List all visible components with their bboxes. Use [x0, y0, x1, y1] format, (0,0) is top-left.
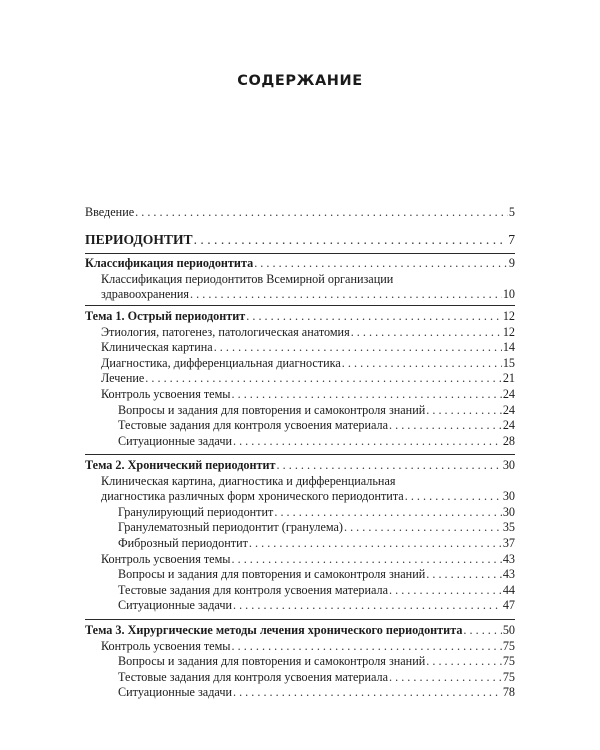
entry-title: Тема 3. Хирургические методы лечения хронического периодонтита: [85, 623, 463, 637]
entry-title: Гранулирующий периодонтит: [118, 504, 274, 519]
toc-entry[interactable]: [85, 520, 515, 536]
toc-classification: [85, 256, 515, 303]
entry-page: 10: [502, 287, 515, 302]
dot-leader: [274, 505, 501, 521]
toc-entry[interactable]: [85, 639, 515, 655]
toc-topic-3: [85, 623, 515, 701]
toc-entry[interactable]: [85, 287, 515, 303]
dot-leader: [233, 434, 502, 450]
entry-page: 78: [502, 685, 515, 700]
entry-title: Контроль усвоения темы: [101, 638, 231, 653]
toc-entry[interactable]: [85, 685, 515, 701]
entry-page: 14: [502, 340, 515, 355]
toc-entry[interactable]: [85, 505, 515, 521]
entry-title: Тестовые задания для контроля усвоения материала: [118, 669, 388, 684]
entry-title: ПЕРИОДОНТИТ: [85, 232, 193, 247]
entry-title: Контроль усвоения темы: [101, 551, 231, 566]
toc-entry[interactable]: [85, 536, 515, 552]
dot-leader: [145, 371, 502, 387]
dot-leader: [342, 356, 502, 372]
toc-entry[interactable]: [85, 232, 515, 248]
entry-page: 12: [502, 324, 515, 339]
section-divider: [85, 305, 515, 306]
entry-title: Диагностика, дифференциальная диагностика: [101, 355, 341, 370]
toc-entry[interactable]: [85, 654, 515, 670]
toc-entry[interactable]: [85, 418, 515, 434]
toc-topic-1: [85, 309, 515, 449]
entry-title: Тема 1. Острый периодонтит: [85, 309, 246, 323]
dot-leader: [249, 536, 502, 552]
dot-leader: [232, 387, 502, 403]
entry-page: 75: [502, 638, 515, 653]
entry-page: 75: [502, 669, 515, 684]
entry-title: Вопросы и задания для повторения и самоконтроля знаний: [118, 567, 426, 582]
entry-title: Вопросы и задания для повторения и самоконтроля знаний: [118, 402, 426, 417]
dot-leader: [277, 458, 502, 474]
entry-page: 30: [502, 458, 515, 472]
toc-entry[interactable]: [85, 205, 515, 221]
entry-page: 12: [502, 309, 515, 323]
entry-page: 44: [502, 582, 515, 597]
dot-leader: [233, 685, 502, 701]
entry-title: Классификация периодонтита: [85, 256, 254, 270]
toc-part: [85, 232, 515, 248]
dot-leader: [463, 623, 501, 639]
dot-leader: [389, 670, 502, 686]
entry-title: Гранулематозный периодонтит (гранулема): [118, 520, 343, 535]
section-divider: [85, 253, 515, 254]
entry-title: Фиброзный периодонтит: [118, 535, 248, 550]
entry-title-line: Клиническая картина, диагностика и дифференциальная: [101, 473, 396, 488]
toc-intro: [85, 205, 515, 221]
entry-page: 28: [502, 433, 515, 448]
entry-title: Тестовые задания для контроля усвоения материала: [118, 418, 388, 433]
entry-page: 7: [508, 232, 515, 247]
entry-page: 30: [502, 504, 515, 519]
entry-page: 24: [502, 402, 515, 417]
entry-page: 24: [502, 418, 515, 433]
entry-title: Введение: [85, 205, 135, 219]
entry-page: 9: [508, 256, 515, 270]
entry-page: 35: [502, 520, 515, 535]
dot-leader: [389, 583, 502, 599]
toc-entry[interactable]: [85, 256, 515, 272]
toc-topic-2: [85, 458, 515, 614]
entry-title: Ситуационные задачи: [118, 685, 232, 700]
dot-leader: [426, 567, 502, 583]
dot-leader: [254, 256, 508, 272]
entry-page: 43: [502, 567, 515, 582]
toc-entry[interactable]: [85, 598, 515, 614]
dot-leader: [214, 340, 502, 356]
dot-leader: [426, 403, 502, 419]
toc-entry[interactable]: [85, 434, 515, 450]
toc-entry[interactable]: [85, 567, 515, 583]
dot-leader: [246, 309, 502, 325]
dot-leader: [405, 489, 502, 505]
entry-page: 24: [502, 386, 515, 401]
section-divider: [85, 619, 515, 620]
entry-title: Тема 2. Хронический периодонтит: [85, 458, 276, 472]
dot-leader: [426, 654, 502, 670]
entry-title: Контроль усвоения темы: [101, 386, 231, 401]
toc-entry[interactable]: [85, 387, 515, 403]
entry-title: Лечение: [101, 371, 145, 386]
toc-entry[interactable]: [85, 309, 515, 325]
dot-leader: [344, 520, 502, 536]
entry-title: Вопросы и задания для повторения и самоконтроля знаний: [118, 654, 426, 669]
dot-leader: [351, 325, 502, 341]
entry-title: Ситуационные задачи: [118, 598, 232, 613]
toc-entry[interactable]: [85, 623, 515, 639]
toc-entry[interactable]: [85, 583, 515, 599]
dot-leader: [135, 205, 508, 221]
toc-entry[interactable]: [85, 670, 515, 686]
entry-title: здравоохранения: [101, 287, 190, 302]
toc-entry[interactable]: [85, 458, 515, 474]
entry-page: 21: [502, 371, 515, 386]
entry-page: 75: [502, 654, 515, 669]
entry-title: диагностика различных форм хронического периодонтита: [101, 489, 404, 504]
entry-page: 43: [502, 551, 515, 566]
toc-entry[interactable]: [85, 489, 515, 505]
entry-page: 15: [502, 355, 515, 370]
entry-title: Тестовые задания для контроля усвоения материала: [118, 582, 388, 597]
toc-entry[interactable]: [85, 371, 515, 387]
dot-leader: [194, 232, 508, 248]
dot-leader: [190, 287, 502, 303]
entry-title: Клиническая картина: [101, 340, 213, 355]
entry-page: 47: [502, 598, 515, 613]
dot-leader: [232, 639, 502, 655]
entry-page: 37: [502, 535, 515, 550]
dot-leader: [232, 552, 502, 568]
toc-entry[interactable]: [85, 403, 515, 419]
section-divider: [85, 454, 515, 455]
dot-leader: [233, 598, 502, 614]
toc-entry[interactable]: [85, 356, 515, 372]
entry-title: Ситуационные задачи: [118, 433, 232, 448]
toc-entry[interactable]: [85, 552, 515, 568]
toc-entry[interactable]: [85, 340, 515, 356]
entry-page: 50: [502, 623, 515, 637]
entry-title: Этиология, патогенез, патологическая анатомия: [101, 324, 350, 339]
page-title: СОДЕРЖАНИЕ: [237, 73, 363, 89]
toc-entry[interactable]: [85, 325, 515, 341]
entry-title-line: Классификация периодонтитов Всемирной организации: [101, 271, 394, 286]
dot-leader: [389, 418, 502, 434]
entry-page: 30: [502, 489, 515, 504]
entry-page: 5: [508, 205, 515, 219]
